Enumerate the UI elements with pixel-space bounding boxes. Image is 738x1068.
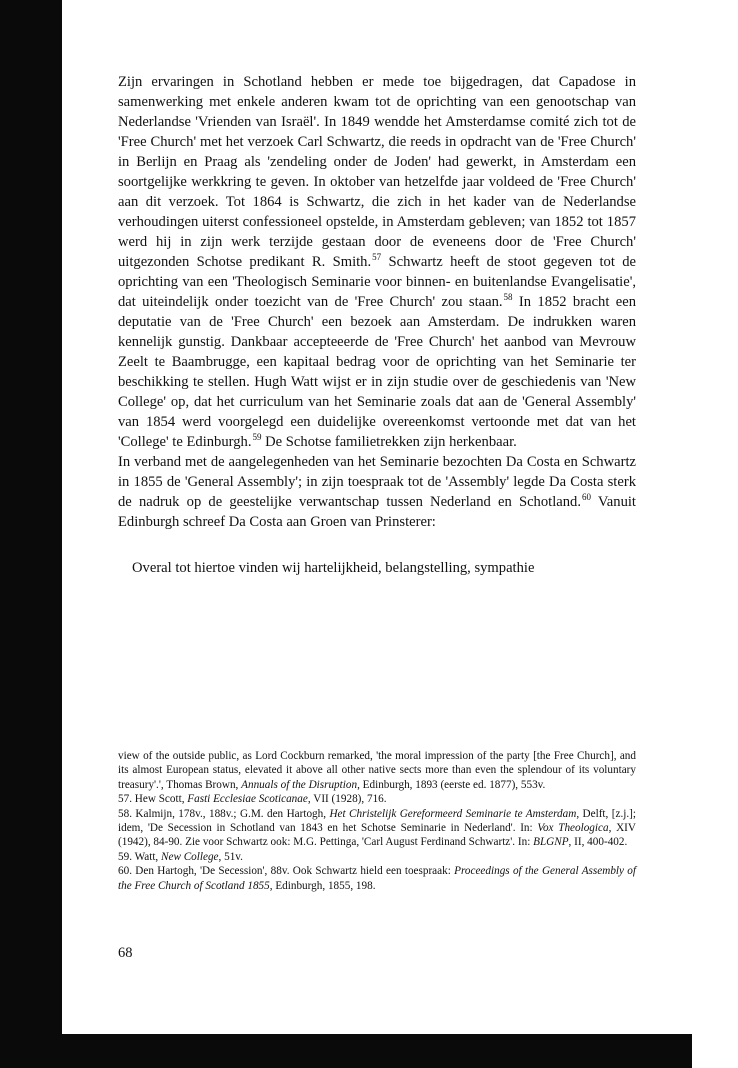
- paragraph-text: In verband met de aangelegenheden van het Seminarie bezochten Da Costa en Schwartz in 1855 de 'General Assembly'; in zijn toespraak tot de 'Assembly' legde Da Costa sterk de nadruk op de geestelijke verwantschap tussen Nederland en Schotland.: [118, 454, 636, 510]
- scan-border-bottom: [0, 1034, 692, 1068]
- footnote-text: , 51v.: [218, 850, 243, 863]
- paragraph-text: In 1852 bracht een deputatie van de 'Free Church' een bezoek aan Amsterdam. De indrukken waren kennelijk gunstig. Dankbaar accepteeerde de 'Free Church' het aanbod van Mevrouw Zeelt te Baambrugge, een kapitaal bedrag voor de oprichting van het Seminarie ter beschikking te stellen. Hugh Watt wijst er in zijn studie over de geschiedenis van 'New College' op, dat het curriculum van het Seminarie zoals dat aan de 'General Assembly' van 1854 werd voorgelegd een duidelijke overeenkomst vertoonde met dat van het 'College' te Edinburgh.: [118, 294, 636, 450]
- footnote-57: [118, 792, 636, 806]
- footnote-ref-60[interactable]: 60: [581, 492, 591, 503]
- footnote-text: , XIV (1942), 84-90. Zie voor Schwartz ook: M.G. Pettinga, 'Carl August Ferdinand Schwartz'. In:: [118, 822, 636, 849]
- footnote-text: view of the outside public, as Lord Cockburn remarked, 'the moral impression of the party [the Free Church], and its almost European status, elevated it above all other native sects more than even the splendour of its voluntary treasury'.', Thomas Brown,: [118, 750, 636, 791]
- footnote-title: Het Christelijk Gereformeerd Seminarie te Amsterdam: [329, 807, 577, 820]
- scan-border-left: [0, 0, 62, 1068]
- footnote-text: , II, 400-402.: [568, 836, 628, 849]
- block-quote: Overal tot hiertoe vinden wij hartelijkheid, belangstelling, sympathie: [132, 560, 535, 576]
- paragraph-da-costa: [118, 452, 636, 532]
- footnote-title: Vox Theologica: [537, 822, 609, 835]
- paragraph-text: Vanuit Edinburgh schreef Da Costa aan Groen van Prinsterer:: [118, 494, 636, 530]
- footnote-title: Annuals of the Disruption: [241, 778, 358, 791]
- page-body: [118, 72, 636, 578]
- footnote-60: [118, 864, 636, 893]
- paragraph-capadose: [118, 72, 636, 452]
- footnote-text: 60. Den Hartogh, 'De Secession', 88v. Ook Schwartz hield een toespraak:: [118, 865, 455, 878]
- footnote-ref-59[interactable]: 59: [252, 432, 262, 443]
- footnote-text: , Edinburgh, 1855, 198.: [269, 879, 376, 892]
- footnote-title: Proceedings of the General Assembly of the Free Church of Scotland 1855: [118, 865, 636, 892]
- footnotes: [118, 749, 636, 893]
- footnote-continuation: [118, 749, 636, 792]
- footnote-text: , VII (1928), 716.: [307, 793, 387, 806]
- footnote-title: Fasti Ecclesiae Scoticanae: [187, 793, 308, 806]
- footnote-text: , Edinburgh, 1893 (eerste ed. 1877), 553v.: [357, 778, 546, 791]
- footnote-ref-58[interactable]: 58: [503, 292, 513, 303]
- footnote-59: [118, 850, 636, 864]
- footnote-title: BLGNP: [533, 836, 569, 849]
- paragraph-text: De Schotse familietrekken zijn herkenbaar.: [261, 434, 517, 450]
- footnote-ref-57[interactable]: 57: [372, 252, 382, 263]
- paragraph-text: Schwartz heeft de stoot gegeven tot de oprichting van een 'Theologisch Seminarie voor binnen- en buitenlandse Evangelisatie', dat uiteindelijk onder toezicht van de 'Free Church' zou staan.: [118, 254, 636, 310]
- footnote-text: 59. Watt,: [118, 850, 162, 863]
- paragraph-text: Zijn ervaringen in Schotland hebben er mede toe bijgedragen, dat Capadose in samenwerking met enkele anderen kwam tot de oprichting van een genootschap van Nederlandse 'Vrienden van Israël'. In 1849 wendde het Amsterdamse comité zich tot de 'Free Church' met het verzoek Carl Schwartz, die reeds in opdracht van de 'Free Church' in Berlijn en Praag als 'zendeling onder de Joden' had gewerkt, in Amsterdam een soortgelijke werkkring te geven. In oktober van hetzelfde jaar voldeed de 'Free Church' aan dit verzoek. Tot 1864 is Schwartz, die zich in het kader van de Nederlandse verhoudingen uiterst confessioneel opstelde, in Amsterdam gebleven; van 1852 tot 1857 werd hij in zijn werk terzijde gestaan door de eveneens door de 'Free Church' uitgezonden Schotse predikant R. Smith.: [118, 74, 636, 270]
- footnote-58: [118, 807, 636, 850]
- page-number: 68: [118, 945, 133, 961]
- footnote-text: 57. Hew Scott,: [118, 793, 188, 806]
- footnote-title: New College: [161, 850, 219, 863]
- footnote-text: , Delft, [z.j.]; idem, 'De Secession in Schotland van 1843 en het Schotse Seminarie in Nederland'. In:: [118, 807, 636, 835]
- footnote-text: 58. Kalmijn, 178v., 188v.; G.M. den Hartogh,: [118, 807, 330, 820]
